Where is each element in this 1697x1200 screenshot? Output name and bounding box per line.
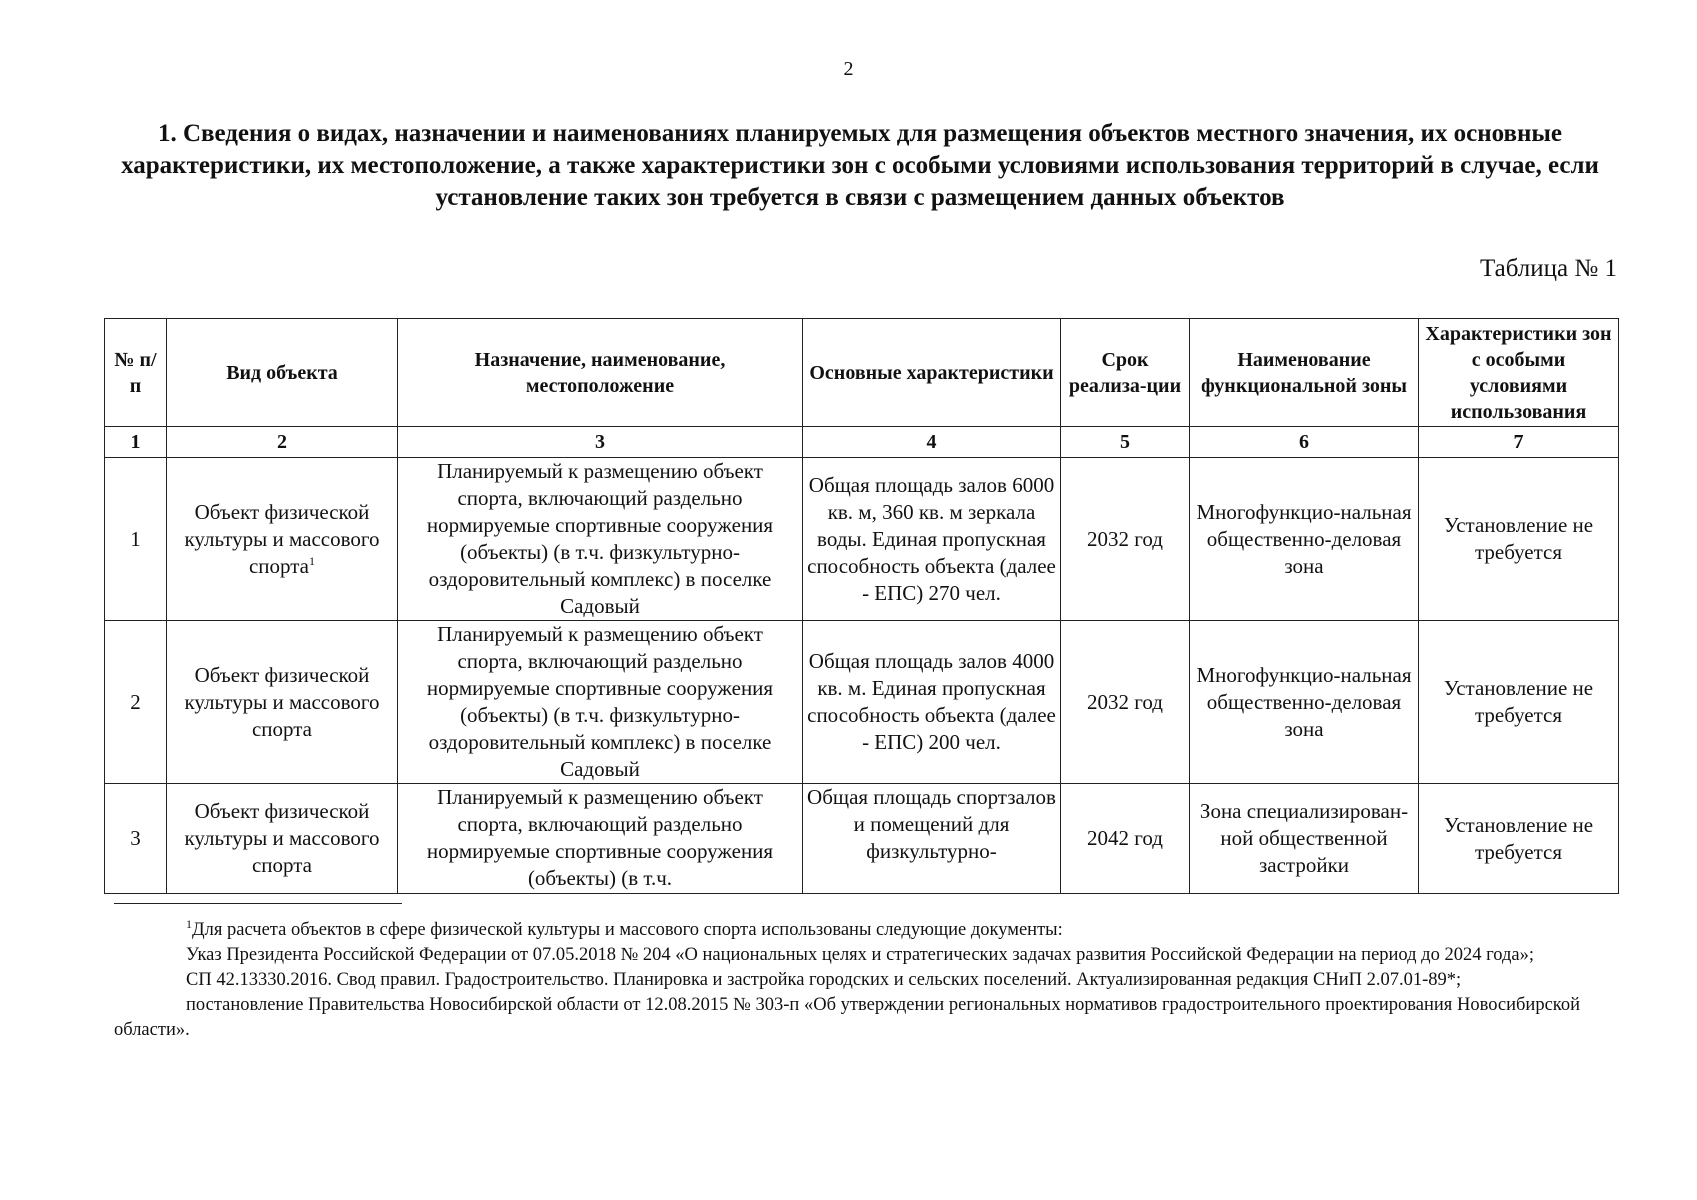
header-cell-zone: Наименование функциональной зоны (1190, 319, 1419, 427)
object-purpose-text: Планируемый к размещению объект спорта, включающий раздельно нормируемые спортивные сооружения (объекты) (в т.ч. физкультурно-оздоровительный комплекс) в поселке Садовый (426, 459, 774, 618)
object-purpose (398, 458, 803, 621)
objects-table (104, 318, 1619, 894)
footnote-intro (114, 918, 1580, 943)
object-characteristics-text: Общая площадь залов 4000 кв. м. Единая пропускная способность объекта (далее - ЕПС) 200 чел. (807, 649, 1056, 754)
table-row (105, 458, 1619, 621)
object-purpose-text: Планируемый к размещению объект спорта, включающий раздельно нормируемые спортивные сооружения (объекты) (в т.ч. (426, 785, 774, 890)
table-header-row (105, 319, 1619, 427)
footnote-item: постановление Правительства Новосибирской области от 12.08.2015 № 303-п «Об утверждении региональных нормативов градостроительного проектирования Новосибирской области». (114, 995, 1580, 1040)
functional-zone: Многофункцио-нальная общественно-деловая зона (1190, 458, 1419, 621)
object-term: 2042 год (1061, 784, 1190, 894)
object-term: 2032 год (1061, 621, 1190, 784)
row-number: 1 (105, 458, 167, 621)
column-number: 6 (1190, 427, 1419, 458)
functional-zone: Зона специализирован-ной общественной застройки (1190, 784, 1419, 894)
column-number: 3 (398, 427, 803, 458)
object-type-text: Объект физической культуры и массового спорта (184, 499, 380, 578)
footnote-marker: 1 (186, 916, 192, 931)
column-number: 2 (167, 427, 398, 458)
object-type: Объект физической культуры и массового спорта (167, 621, 398, 784)
column-number: 5 (1061, 427, 1190, 458)
object-characteristics-text: Общая площадь залов 6000 кв. м, 360 кв. м зеркала воды. Единая пропускная способность объекта (далее - ЕПС) 270 чел. (807, 472, 1056, 605)
header-cell-number: № п/п (105, 319, 167, 427)
footnote-item: Указ Президента Российской Федерации от 07.05.2018 № 204 «О национальных целях и стратегических задачах развития Российской Федерации на период до 2024 года»; (186, 945, 1534, 965)
special-zones: Установление не требуется (1419, 621, 1619, 784)
special-zones: Установление не требуется (1419, 458, 1619, 621)
header-cell-characteristics: Основные характеристики (803, 319, 1061, 427)
special-zones: Установление не требуется (1419, 784, 1619, 894)
column-number: 4 (803, 427, 1061, 458)
object-purpose-text: Планируемый к размещению объект спорта, включающий раздельно нормируемые спортивные сооружения (объекты) (в т.ч. физкультурно-оздоровительный комплекс) в поселке Садовый (426, 622, 774, 781)
functional-zone: Многофункцио-нальная общественно-деловая зона (1190, 621, 1419, 784)
column-number: 7 (1419, 427, 1619, 458)
header-cell-type: Вид объекта (167, 319, 398, 427)
section-title: 1. Сведения о видах, назначении и наименованиях планируемых для размещения объектов местного значения, их основные характеристики, их местоположение, а также характеристики зон с особыми условиями использования территорий в случае, если установление таких зон требуется в связи с размещением данных объектов (121, 120, 1599, 211)
object-term: 2032 год (1061, 458, 1190, 621)
object-characteristics (803, 784, 1061, 894)
footnotes (114, 918, 1580, 1043)
object-characteristics-text: Общая площадь спортзалов и помещений для физкультурно- (807, 785, 1056, 863)
column-number-row (105, 427, 1619, 458)
object-purpose (398, 621, 803, 784)
object-characteristics (803, 458, 1061, 621)
header-cell-term: Срок реализа-ции (1061, 319, 1190, 427)
object-characteristics (803, 621, 1061, 784)
object-type: Объект физической культуры и массового спорта (167, 784, 398, 894)
table-row (105, 784, 1619, 894)
table-row (105, 621, 1619, 784)
page-number: 2 (843, 58, 854, 80)
table-caption: Таблица № 1 (1479, 255, 1617, 282)
column-number: 1 (105, 427, 167, 458)
footnote-intro-text: Для расчета объектов в сфере физической культуры и массового спорта использованы следующие документы: (192, 920, 1063, 940)
object-type (167, 458, 398, 621)
row-number: 2 (105, 621, 167, 784)
header-cell-special-zones: Характеристики зон с особыми условиями использования (1419, 319, 1619, 427)
header-cell-purpose: Назначение, наименование, местоположение (398, 319, 803, 427)
row-number: 3 (105, 784, 167, 894)
footnote-ref: 1 (309, 553, 316, 568)
footnote-item: СП 42.13330.2016. Свод правил. Градостроительство. Планировка и застройка городских и сельских поселений. Актуализированная редакция СНиП 2.07.01-89*; (186, 970, 1462, 990)
object-purpose (398, 784, 803, 894)
footnote-separator (114, 903, 402, 904)
